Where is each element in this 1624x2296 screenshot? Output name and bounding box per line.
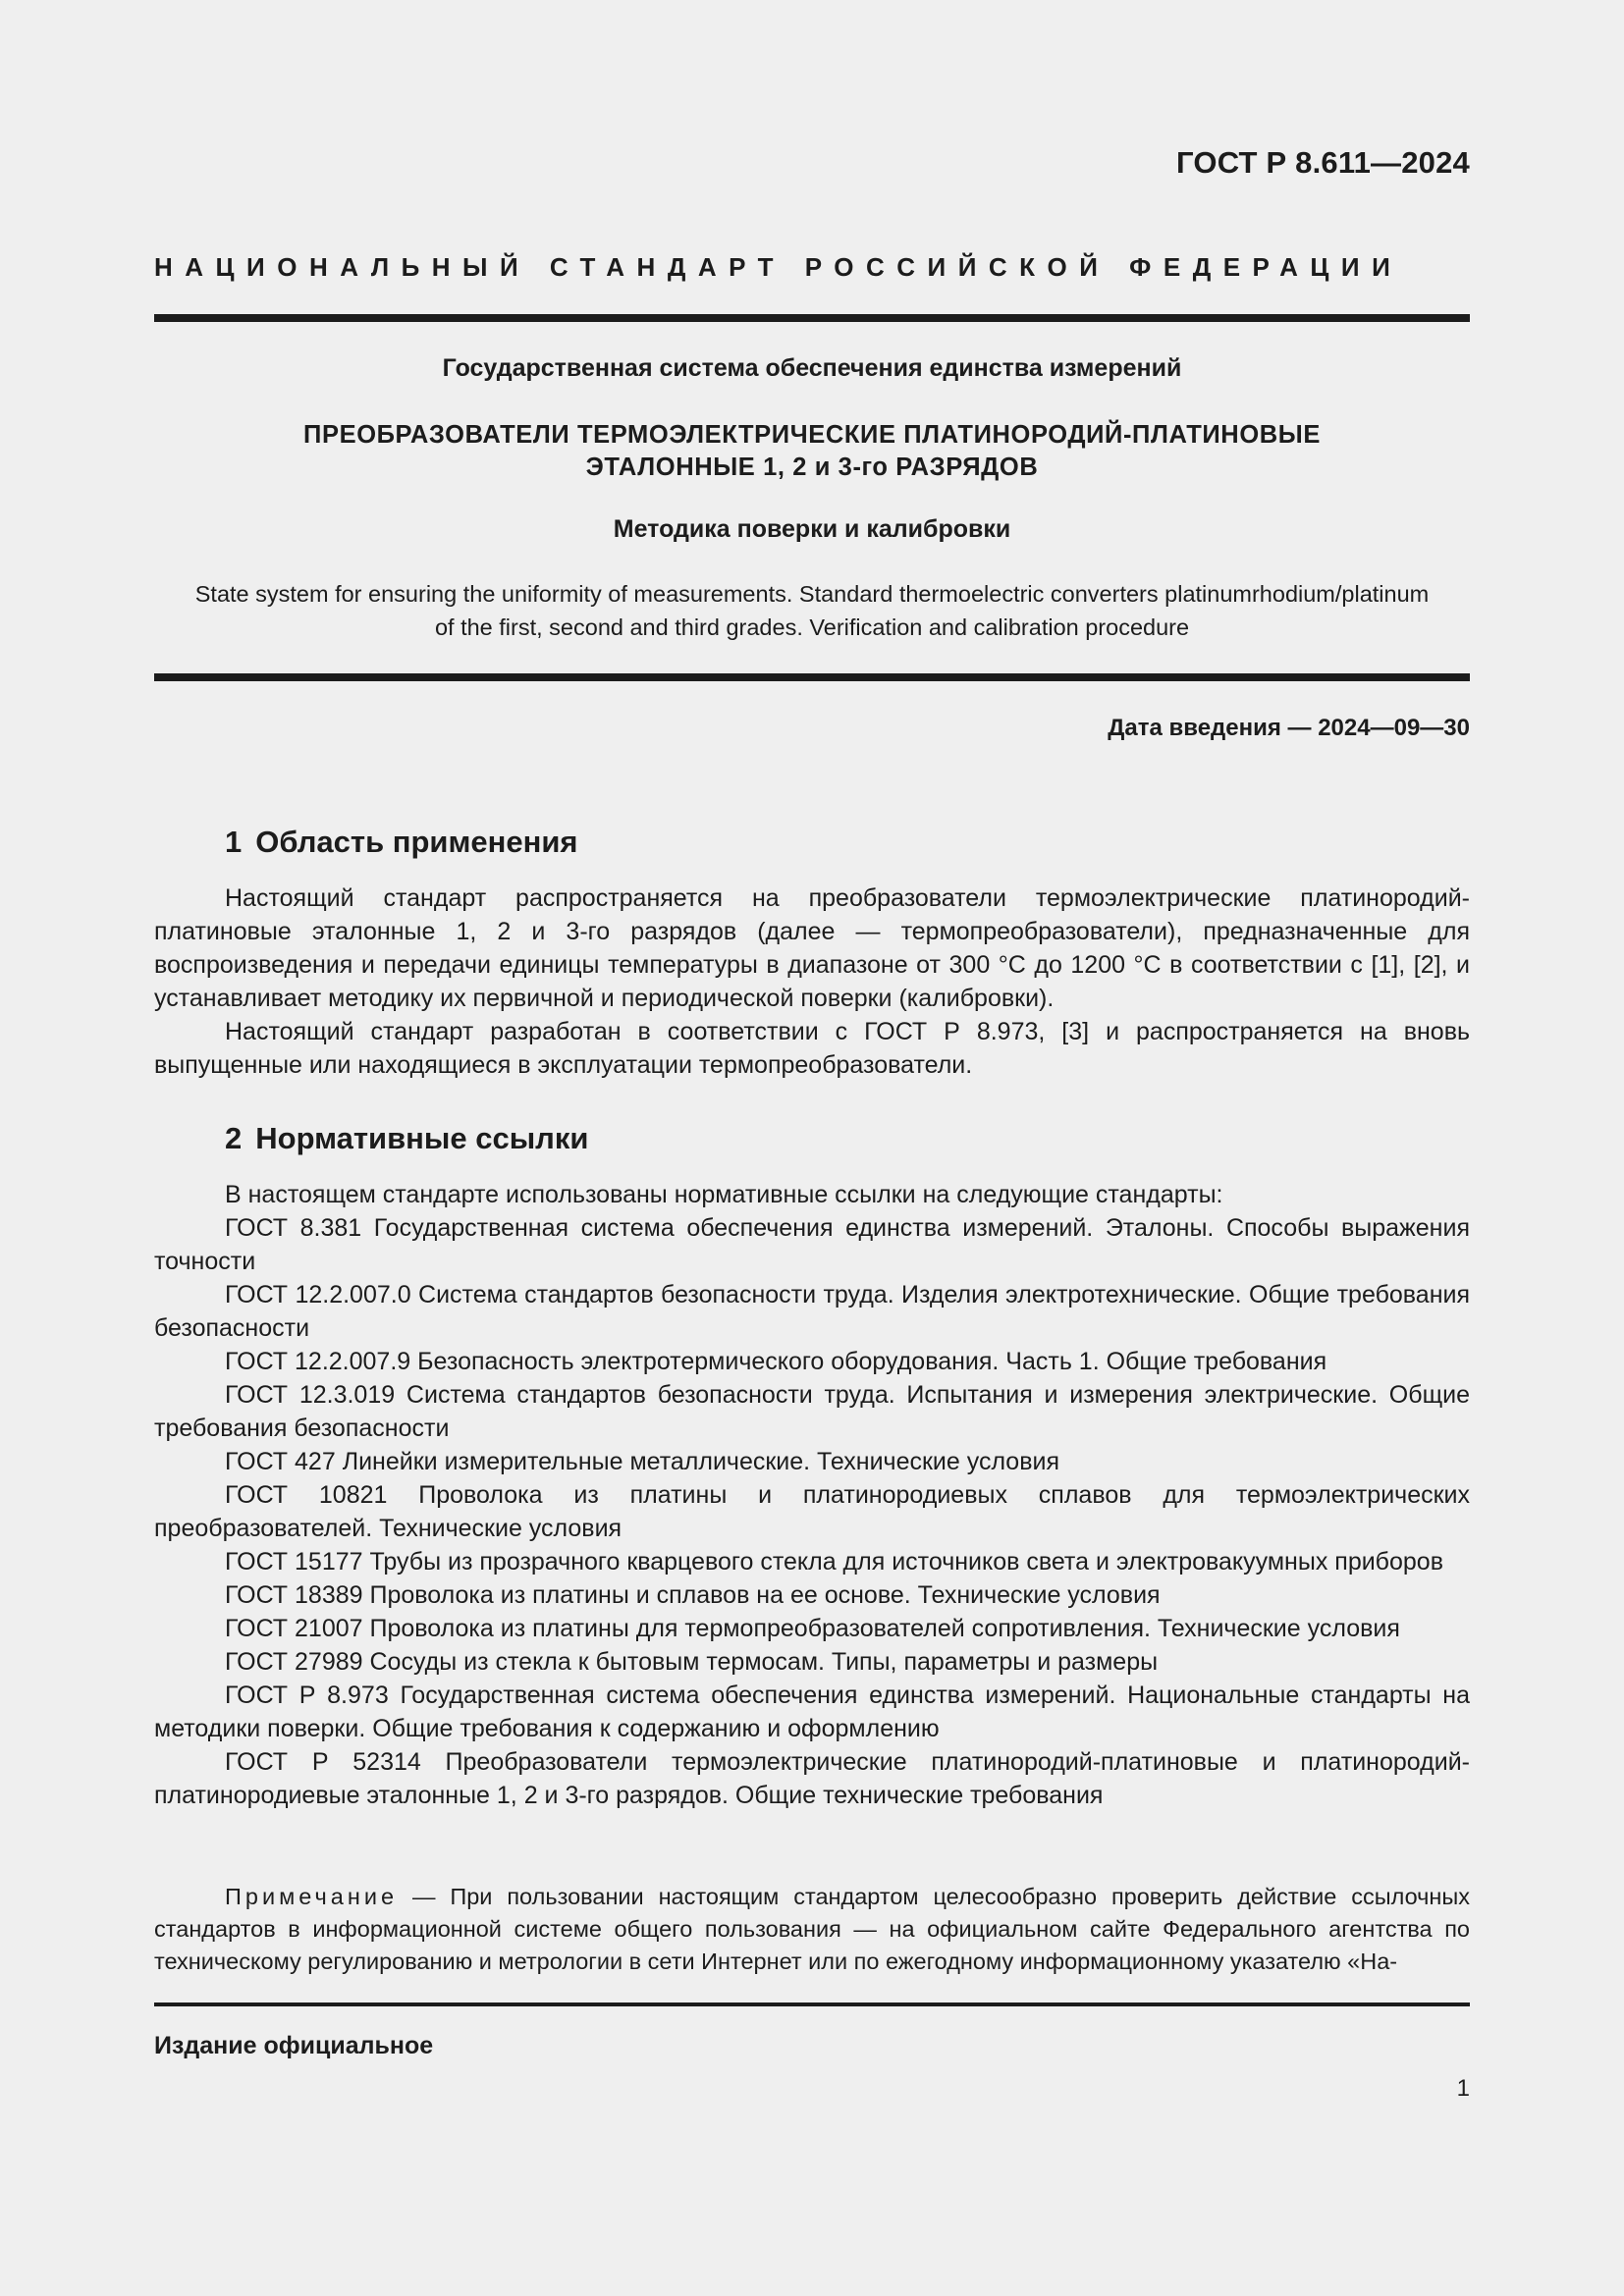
title-rule (154, 673, 1470, 681)
reference-item (154, 1545, 1470, 1578)
reference-code: ГОСТ 12.2.007.0 (225, 1281, 411, 1308)
reference-title: Сосуды из стекла к бытовым термосам. Типы, параметры и размеры (369, 1648, 1159, 1676)
reference-item (154, 1278, 1470, 1345)
reference-code: ГОСТ 427 (225, 1448, 336, 1475)
reference-title: Проволока из платины и платинородиевых сплавов для термоэлектрических преобразователей. Технические условия (154, 1481, 1470, 1542)
reference-code: ГОСТ 21007 (225, 1615, 363, 1642)
english-title (154, 577, 1470, 644)
paragraph: Настоящий стандарт распространяется на преобразователи термоэлектрические платинородий-платиновые эталонные 1, 2 и 3-го разрядов (далее — термопреобразователи), предназначенные для воспроизведения и передачи единицы температуры в диапазоне от 300 °C до 1200 °C в соответствии с [1], [2], и устанавливает методику их первичной и периодической поверки (калибровки). (154, 884, 1470, 1012)
english-title-line-2: of the first, second and third grades. Verification and calibration procedure (434, 614, 1190, 640)
reference-title: Линейки измерительные металлические. Технические условия (342, 1448, 1059, 1475)
reference-code: ГОСТ Р 52314 (225, 1748, 421, 1776)
reference-title: Преобразователи термоэлектрические платинородий-платиновые и платинородий-платинородиевые эталонные 1, 2 и 3-го разрядов. Общие технические требования (154, 1748, 1470, 1809)
paragraph: В настоящем стандарте использованы нормативные ссылки на следующие стандарты: (225, 1181, 1223, 1208)
national-standard-banner: НАЦИОНАЛЬНЫЙ СТАНДАРТ РОССИЙСКОЙ ФЕДЕРАЦИИ (154, 252, 1403, 282)
reference-title: Проволока из платины для термопреобразователей сопротивления. Технические условия (369, 1615, 1400, 1642)
reference-item (154, 1612, 1470, 1645)
reference-code: ГОСТ 10821 (225, 1481, 388, 1509)
document-id: ГОСТ Р 8.611—2024 (1176, 145, 1470, 180)
page-number: 1 (1456, 2075, 1470, 2102)
reference-code: ГОСТ 15177 (225, 1548, 363, 1575)
header-rule (154, 314, 1470, 322)
reference-title: Государственная система обеспечения единства измерений. Национальные стандарты на методики поверки. Общие требования к содержанию и оформлению (154, 1682, 1471, 1742)
reference-item (154, 1745, 1470, 1812)
paragraph: Настоящий стандарт разработан в соответствии с ГОСТ Р 8.973, [3] и распространяется на вновь выпущенные или находящиеся в эксплуатации термопреобразователи. (154, 1018, 1470, 1079)
reference-item (154, 1345, 1470, 1378)
reference-title: Проволока из платины и сплавов на ее основе. Технические условия (369, 1581, 1161, 1609)
reference-code: ГОСТ 8.381 (225, 1214, 362, 1242)
section-1-body (154, 881, 1470, 1082)
section-1-heading (225, 825, 578, 860)
section-2-heading (225, 1121, 588, 1156)
reference-title: Трубы из прозрачного кварцевого стекла для источников света и электровакуумных приборов (369, 1548, 1443, 1575)
official-edition: Издание официальное (154, 2032, 434, 2059)
document-title (154, 419, 1470, 484)
reference-code: ГОСТ 27989 (225, 1648, 363, 1676)
reference-item (154, 1578, 1470, 1612)
reference-title: Система стандартов безопасности труда. Испытания и измерения электрические. Общие требования безопасности (154, 1381, 1471, 1442)
section-title: Область применения (255, 825, 578, 859)
note-text: — При пользовании настоящим стандартом целесообразно проверить действие ссылочных стандартов в информационной системе общего пользования — на официальном сайте Федерального агентства по техническому регулированию и метрологии в сети Интернет или по ежегодному информационному указателю «На- (154, 1884, 1470, 1974)
reference-code: ГОСТ Р 8.973 (225, 1682, 389, 1709)
introduction-date: Дата введения — 2024—09—30 (1108, 715, 1470, 741)
reference-item (154, 1478, 1470, 1545)
reference-code: ГОСТ 12.3.019 (225, 1381, 396, 1409)
note (154, 1881, 1470, 1978)
document-subtitle: Методика поверки и калибровки (613, 515, 1011, 543)
reference-code: ГОСТ 18389 (225, 1581, 363, 1609)
reference-item (154, 1378, 1470, 1445)
reference-title: Государственная система обеспечения единства измерений. Эталоны. Способы выражения точности (154, 1214, 1470, 1275)
title-line-2: ЭТАЛОННЫЕ 1, 2 и 3-го РАЗРЯДОВ (585, 454, 1039, 481)
section-number: 1 (225, 825, 243, 859)
reference-item (154, 1679, 1470, 1745)
section-title: Нормативные ссылки (255, 1121, 589, 1155)
reference-title: Безопасность электротермического оборудования. Часть 1. Общие требования (417, 1348, 1327, 1375)
reference-code: ГОСТ 12.2.007.9 (225, 1348, 411, 1375)
reference-item (154, 1445, 1470, 1478)
reference-title: Система стандартов безопасности труда. Изделия электротехнические. Общие требования безопасности (154, 1281, 1470, 1342)
footer-rule (154, 2002, 1470, 2006)
system-title: Государственная система обеспечения единства измерений (442, 354, 1182, 382)
section-number: 2 (225, 1121, 243, 1155)
reference-item (154, 1645, 1470, 1679)
section-2-body (154, 1178, 1470, 1812)
note-label: Примечание (225, 1884, 399, 1909)
english-title-line-1: State system for ensuring the uniformity of measurements. Standard thermoelectric converters platinumrhodium/platinum (194, 581, 1430, 607)
reference-item (154, 1211, 1470, 1278)
title-line-1: ПРЕОБРАЗОВАТЕЛИ ТЕРМОЭЛЕКТРИЧЕСКИЕ ПЛАТИНОРОДИЙ-ПЛАТИНОВЫЕ (303, 421, 1321, 449)
